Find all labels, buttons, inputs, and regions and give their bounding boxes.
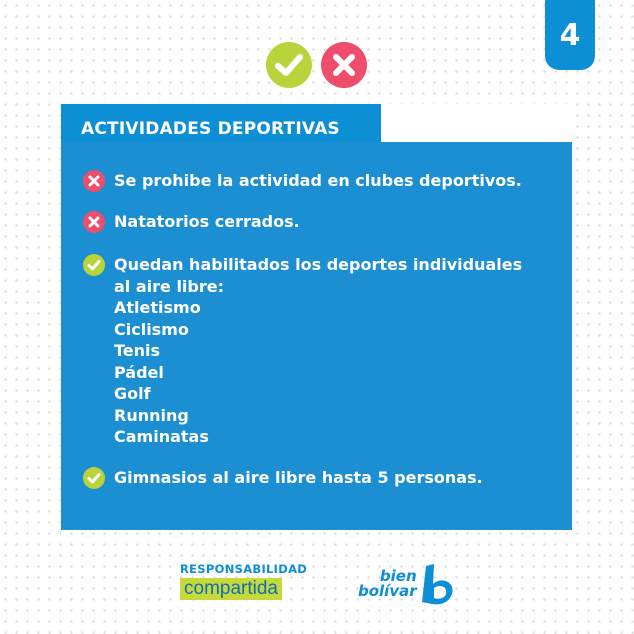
page-number-badge (545, 0, 595, 70)
check-circle-icon (266, 42, 312, 88)
sport-tenis: Tenis (114, 341, 161, 360)
list-item (83, 170, 522, 192)
sport-running: Running (114, 405, 189, 425)
thumbs-up-icon (420, 562, 456, 606)
sport-atletismo: Atletismo (114, 298, 201, 317)
logo-line1: bien (379, 567, 417, 585)
campaign-bottom-text: compartida (180, 578, 282, 600)
sport-ciclismo: Ciclismo (114, 319, 189, 339)
cross-circle-icon (83, 211, 105, 233)
campaign-top-text: RESPONSABILIDAD (180, 562, 308, 576)
cross-circle-icon (83, 170, 105, 192)
check-circle-icon (83, 254, 105, 276)
campaign-logo (180, 563, 315, 600)
sport-caminatas: Caminatas (114, 427, 209, 446)
item-text: Gimnasios al aire libre hasta 5 personas. (114, 468, 483, 487)
item-text: al aire libre: (114, 276, 225, 296)
list-item (83, 211, 300, 233)
item-text: Quedan habilitados los deportes individuales (114, 255, 523, 274)
page-number: 4 (559, 17, 581, 53)
check-circle-icon (83, 467, 105, 489)
logo-text (358, 569, 417, 599)
sport-golf: Golf (114, 384, 151, 403)
list-item (83, 254, 522, 448)
item-text: Natatorios cerrados. (114, 212, 300, 231)
item-text-block (114, 254, 522, 448)
bien-bolivar-logo (358, 560, 456, 608)
item-text: Se prohibe la actividad en clubes deportivos. (114, 171, 522, 190)
panel-title: ACTIVIDADES DEPORTIVAS (81, 119, 340, 139)
sport-padel: Pádel (114, 362, 164, 382)
list-item (83, 467, 483, 489)
title-notch (381, 104, 572, 142)
cross-circle-icon (321, 42, 367, 88)
logo-line2: bolívar (358, 582, 417, 600)
